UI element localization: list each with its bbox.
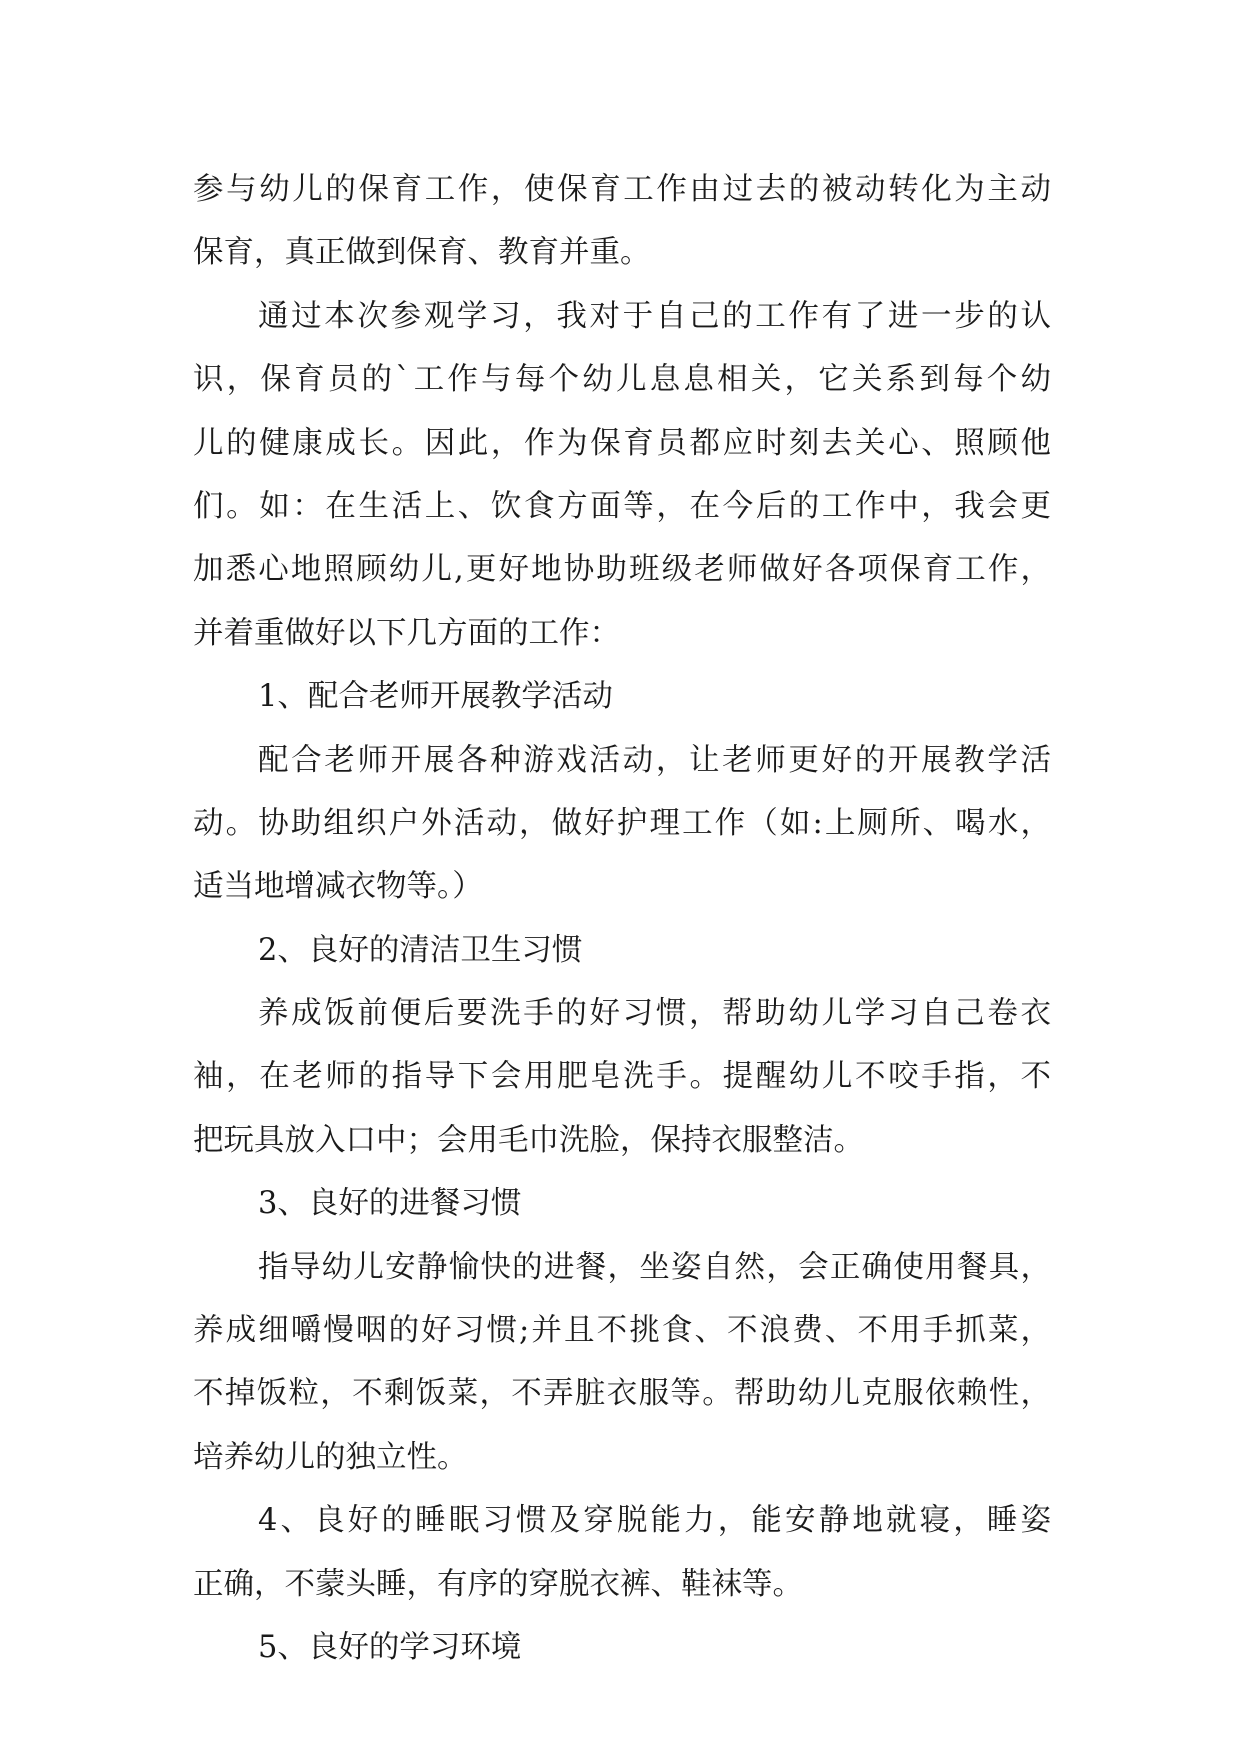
text-line: 保育，真正做到保育、教育并重。	[193, 235, 651, 271]
text-line: 参与幼儿的保育工作，使保育工作由过去的被动转化为主动	[193, 172, 1051, 207]
section-heading: 1、配合老师开展教学活动	[258, 679, 613, 715]
text-line: 配合老师开展各种游戏活动，让老师更好的开展教学活	[258, 742, 1051, 778]
text-line: 指导幼儿安静愉快的进餐，坐姿自然，会正确使用餐具，	[258, 1249, 1051, 1285]
text-line: 适当地增减衣物等。）	[193, 869, 483, 905]
text-line: 们。如：在生活上、饮食方面等，在今后的工作中，我会更	[193, 488, 1051, 524]
text-line: 加悉心地照顾幼儿,更好地协助班级老师做好各项保育工作，	[193, 552, 1051, 588]
section-heading: 3、良好的进餐习惯	[258, 1186, 522, 1222]
text-line: 不掉饭粒，不剩饭菜，不弄脏衣服等。帮助幼儿克服依赖性，	[193, 1376, 1051, 1412]
text-line: 培养幼儿的独立性。	[193, 1439, 468, 1475]
section-heading: 2、良好的清洁卫生习惯	[258, 932, 583, 968]
text-line: 养成细嚼慢咽的好习惯;并且不挑食、不浪费、不用手抓菜，	[193, 1313, 1051, 1349]
text-line: 识，保育员的`工作与每个幼儿息息相关，它关系到每个幼	[193, 362, 1051, 398]
text-line: 儿的健康成长。因此，作为保育员都应时刻去关心、照顾他	[193, 425, 1051, 461]
text-line: 动。协助组织户外活动，做好护理工作（如:上厕所、喝水，	[193, 805, 1051, 841]
text-line: 养成饭前便后要洗手的好习惯，帮助幼儿学习自己卷衣	[258, 996, 1051, 1032]
document-body	[193, 158, 1051, 1679]
text-line: 通过本次参观学习，我对于自己的工作有了进一步的认	[258, 298, 1051, 334]
text-line: 并着重做好以下几方面的工作：	[193, 615, 620, 651]
text-line: 袖，在老师的指导下会用肥皂洗手。提醒幼儿不咬手指，不	[193, 1059, 1051, 1095]
section-heading: 5、良好的学习环境	[258, 1629, 522, 1665]
section-heading: 4、良好的睡眠习惯及穿脱能力，能安静地就寝，睡姿	[258, 1503, 1051, 1539]
text-line: 正确，不蒙头睡，有序的穿脱衣裤、鞋袜等。	[193, 1566, 803, 1602]
text-line: 把玩具放入口中；会用毛巾洗脸，保持衣服整洁。	[193, 1122, 864, 1158]
